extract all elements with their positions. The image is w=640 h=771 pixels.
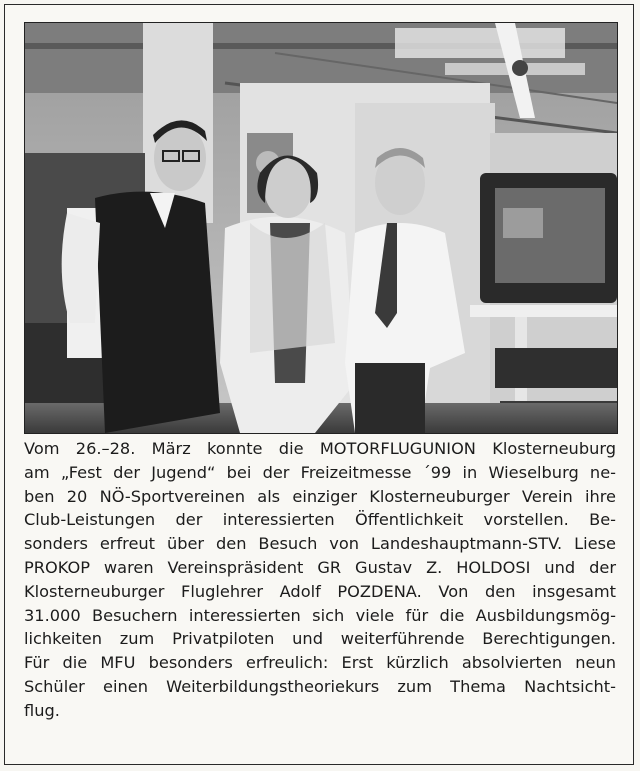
booth-photo [24, 22, 618, 434]
caption-line: Club-Leistungen der interessierten Öffentlichkeit vorstellen. Be- [24, 510, 616, 530]
caption-line: Für die MFU besonders erfreulich: Erst kürzlich absolvierten neun [24, 653, 616, 673]
caption-line: PROKOP waren Vereinspräsident GR Gustav Z. HOLDOSI und der [24, 557, 616, 577]
caption-line: sonders erfreut über den Besuch von Landeshauptmann-STV. Liese [24, 534, 616, 554]
caption-line: 31.000 Besuchern interessierten sich viele für die Ausbildungsmög- [24, 605, 616, 625]
caption-line: lichkeiten zum Privatpiloten und weiterführende Berechtigungen. [24, 629, 616, 649]
caption-line: flug. [24, 700, 60, 720]
caption-line: Vom 26.–28. März konnte die MOTORFLUGUNION Klosterneuburg [24, 439, 616, 458]
caption-line: ben 20 NÖ-Sportvereinen als einziger Klosterneuburger Verein ihre [24, 486, 616, 506]
caption-line: Klosterneuburger Fluglehrer Adolf POZDENA. Von den insgesamt [24, 581, 616, 601]
caption-line: am „Fest der Jugend“ bei der Freizeitmesse ´99 in Wieselburg ne- [24, 462, 616, 482]
photo-caption [24, 437, 616, 723]
photo-illustration [25, 23, 617, 433]
caption-line: Schüler einen Weiterbildungstheoriekurs zum Thema Nachtsicht- [24, 676, 616, 696]
